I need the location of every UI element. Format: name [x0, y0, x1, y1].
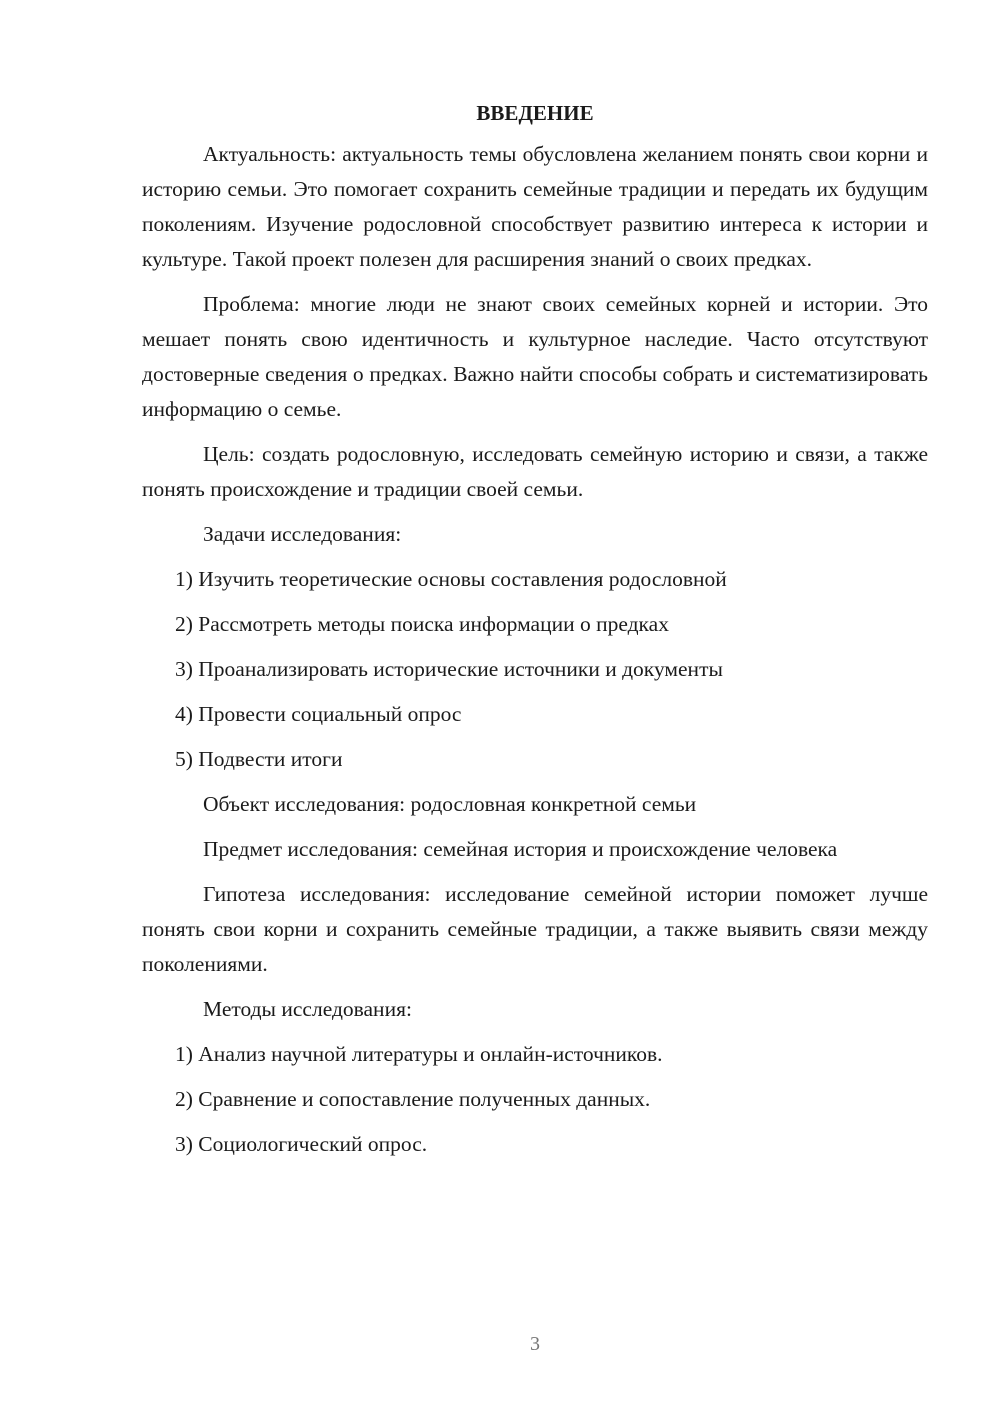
goal-paragraph: Цель: создать родословную, исследовать семейную историю и связи, а также понять происхождение и традиции своей семьи. [142, 442, 928, 501]
tasks-heading: Задачи исследования: [203, 522, 402, 546]
subject-paragraph: Предмет исследования: семейная история и происхождение человека [203, 837, 838, 861]
document-page [142, 96, 928, 1172]
object-paragraph: Объект исследования: родословная конкретной семьи [203, 792, 697, 816]
page-number: 3 [530, 1333, 540, 1355]
method-item: 3) Социологический опрос. [175, 1132, 428, 1156]
problem-paragraph: Проблема: многие люди не знают своих семейных корней и истории. Это мешает понять свою идентичность и культурное наследие. Часто отсутствуют достоверные сведения о предках. Важно найти способы собрать и систематизировать информацию о семье. [142, 292, 928, 421]
relevance-paragraph: Актуальность: актуальность темы обусловлена желанием понять свои корни и историю семьи. Это помогает сохранить семейные традиции и передать их будущим поколениям. Изучение родословной способствует развитию интереса к истории и культуре. Такой проект полезен для расширения знаний о своих предках. [142, 142, 928, 271]
methods-heading: Методы исследования: [203, 997, 412, 1021]
hypothesis-paragraph: Гипотеза исследования: исследование семейной истории поможет лучше понять свои корни и сохранить семейные традиции, а также выявить связи между поколениями. [142, 882, 928, 976]
task-item: 5) Подвести итоги [175, 747, 343, 771]
task-item: 2) Рассмотреть методы поиска информации о предках [175, 612, 669, 636]
task-item: 1) Изучить теоретические основы составления родословной [175, 567, 727, 591]
task-item: 4) Провести социальный опрос [175, 702, 462, 726]
task-item: 3) Проанализировать исторические источники и документы [175, 657, 723, 681]
document-title: ВВЕДЕНИЕ [476, 101, 594, 125]
method-item: 2) Сравнение и сопоставление полученных данных. [175, 1087, 651, 1111]
method-item: 1) Анализ научной литературы и онлайн-источников. [175, 1042, 663, 1066]
